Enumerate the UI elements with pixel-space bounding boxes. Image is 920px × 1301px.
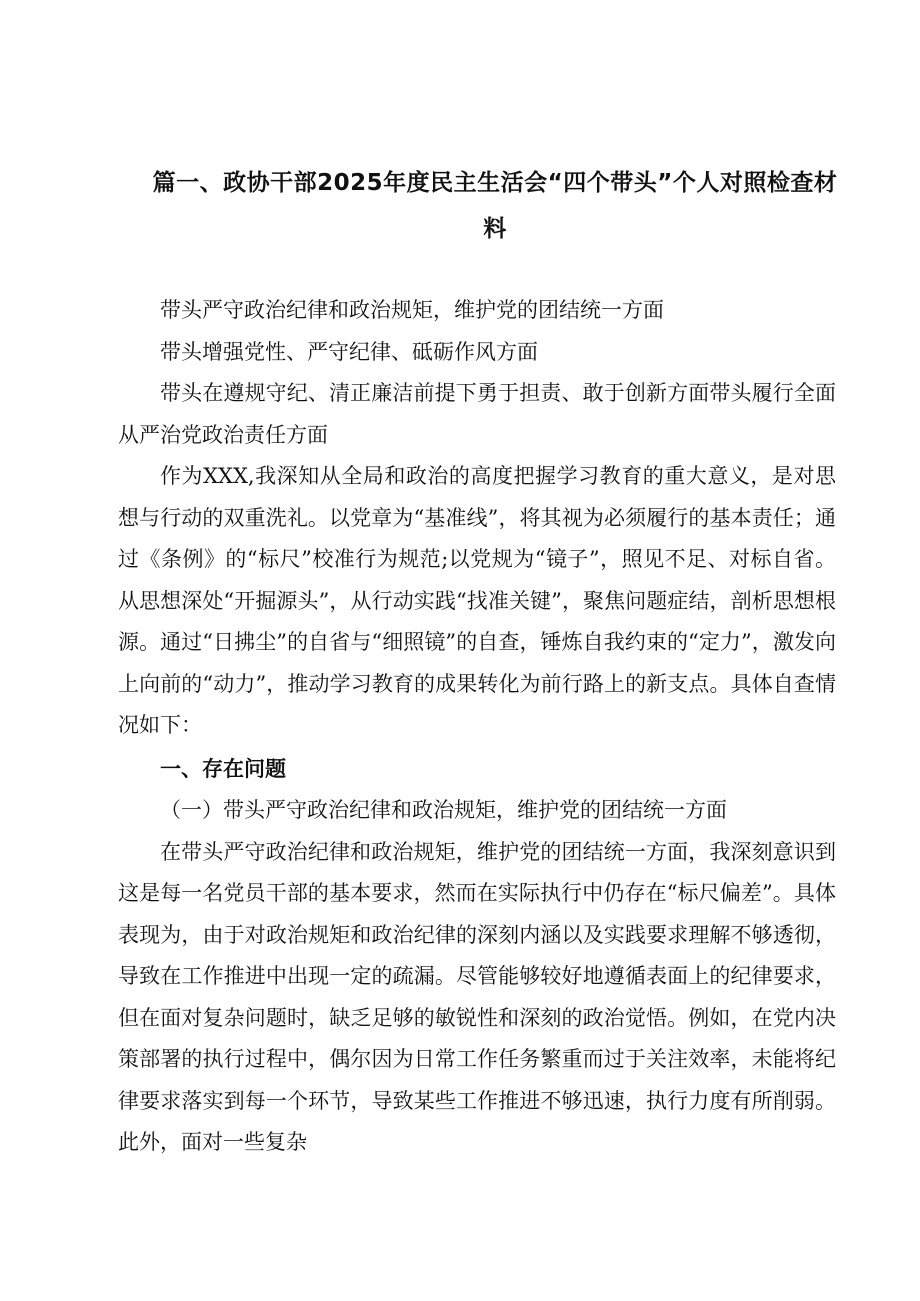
subsection-heading: （一）带头严守政治纪律和政治规矩，维护党的团结统一方面	[160, 798, 727, 822]
outline-item: 带头在遵规守纪、清正廉洁前提下勇于担责、敢于创新方面带头履行全面从严治党政治责任方面	[118, 381, 836, 447]
document-body	[118, 290, 836, 1164]
subsection-paragraph: 在带头严守政治纪律和政治规矩，维护党的团结统一方面，我深刻意识到这是每一名党员干部的基本要求，然而在实际执行中仍存在“标尺偏差”。具体表现为，由于对政治规矩和政治纪律的深刻内涵以及实践要求理解不够透彻，导致在工作推进中出现一定的疏漏。尽管能够较好地遵循表面上的纪律要求，但在面对复杂问题时，缺乏足够的敏锐性和深刻的政治觉悟。例如，在党内决策部署的执行过程中，偶尔因为日常工作任务繁重而过于关注效率，未能将纪律要求落实到每一个环节，导致某些工作推进不够迅速，执行力度有所削弱。此外，面对一些复杂	[118, 839, 836, 1154]
document-title: 篇一、政协干部2025年度民主生活会“四个带头”个人对照检查材料	[152, 170, 838, 242]
section-heading: 一、存在问题	[160, 756, 286, 781]
outline-item: 带头增强党性、严守纪律、砥砺作风方面	[160, 339, 538, 364]
intro-paragraph: 作为XXX,我深知从全局和政治的高度把握学习教育的重大意义，是对思想与行动的双重洗礼。以党章为“基准线”，将其视为必须履行的基本责任；通过《条例》的“标尺”校准行为规范;以党规为“镜子”，照见不足、对标自省。从思想深处“开掘源头”，从行动实践“找准关键”，聚焦问题症结，剖析思想根源。通过“日拂尘”的自省与“细照镜”的自查，锤炼自我约束的“定力”，激发向上向前的“动力”，推动学习教育的成果转化为前行路上的新支点。具体自查情况如下：	[118, 464, 836, 737]
outline-item: 带头严守政治纪律和政治规矩，维护党的团结统一方面	[160, 298, 664, 322]
